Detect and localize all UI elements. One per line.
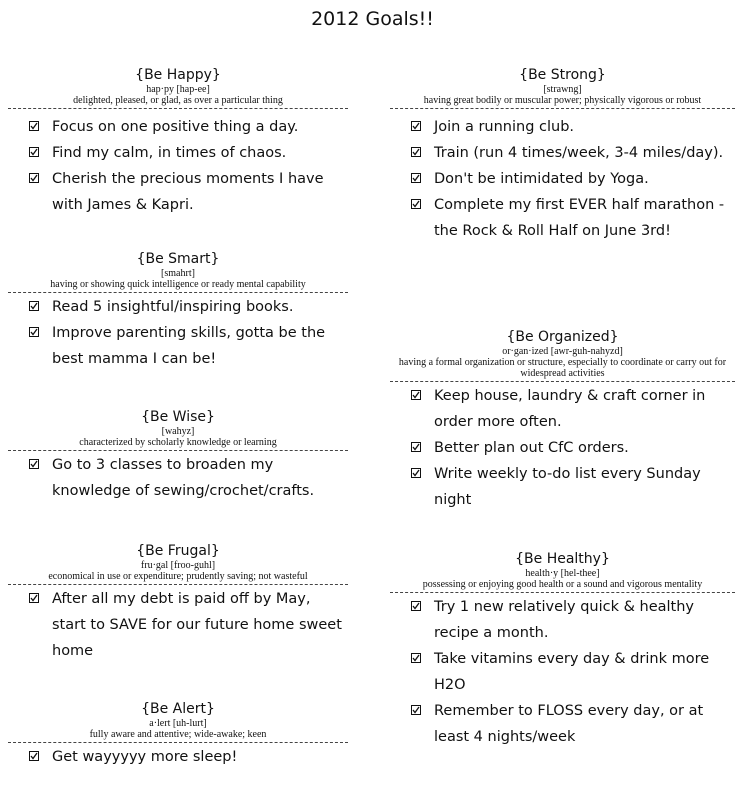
- goal-item: [390, 698, 735, 750]
- section-pronunciation: health·y [hel-thee]: [525, 568, 600, 579]
- checked-box-icon: [411, 199, 421, 209]
- checked-box-icon: [29, 593, 39, 603]
- goal-text: After all my debt is paid off by May, start to SAVE for our future home sweet home: [52, 591, 342, 659]
- section-be-wise: [8, 408, 348, 504]
- section-be-happy: [8, 66, 348, 218]
- goal-text: Complete my first EVER half marathon - the Rock & Roll Half on June 3rd!: [434, 197, 725, 239]
- section-header: [8, 700, 348, 740]
- section-header: [390, 66, 735, 106]
- goal-item: [390, 646, 735, 698]
- checked-box-icon: [411, 705, 421, 715]
- section-divider: [8, 108, 348, 109]
- goal-item: [390, 166, 735, 192]
- section-header: [8, 250, 348, 290]
- goal-text: Find my calm, in times of chaos.: [52, 145, 287, 161]
- checked-box-icon: [29, 327, 39, 337]
- checked-box-icon: [411, 121, 421, 131]
- section-pronunciation: or·gan·ized [awr-guh-nahyzd]: [502, 346, 623, 357]
- goal-text: Go to 3 classes to broaden my knowledge of sewing/crochet/crafts.: [52, 457, 315, 499]
- section-title: {Be Healthy}: [515, 551, 610, 567]
- goal-list: [390, 383, 735, 513]
- section-definition: economical in use or expenditure; prudently saving; not wasteful: [48, 571, 308, 582]
- section-divider: [8, 292, 348, 293]
- goal-item: [390, 140, 735, 166]
- goal-text: Don't be intimidated by Yoga.: [434, 171, 649, 187]
- section-divider: [8, 450, 348, 451]
- goal-item: [390, 435, 735, 461]
- goal-list: [8, 114, 348, 218]
- checked-box-icon: [411, 653, 421, 663]
- section-definition: delighted, pleased, or glad, as over a particular thing: [73, 95, 283, 106]
- goal-list: [390, 594, 735, 750]
- section-title: {Be Happy}: [135, 67, 221, 83]
- goal-item: [8, 320, 348, 372]
- checked-box-icon: [411, 468, 421, 478]
- goal-list: [8, 586, 348, 664]
- section-be-frugal: [8, 542, 348, 664]
- goal-text: Train (run 4 times/week, 3-4 miles/day).: [434, 145, 724, 161]
- section-be-smart: [8, 250, 348, 372]
- checked-box-icon: [411, 390, 421, 400]
- section-definition: characterized by scholarly knowledge or learning: [79, 437, 277, 448]
- checked-box-icon: [411, 442, 421, 452]
- section-header: [390, 550, 735, 590]
- goal-list: [8, 744, 348, 770]
- section-title: {Be Smart}: [136, 251, 220, 267]
- goal-text: Cherish the precious moments I have with James & Kapri.: [52, 171, 324, 213]
- checked-box-icon: [29, 121, 39, 131]
- goal-text: Take vitamins every day & drink more H2O: [434, 651, 710, 693]
- goal-list: [390, 114, 735, 244]
- section-divider: [390, 108, 735, 109]
- goal-item: [390, 461, 735, 513]
- section-title: {Be Wise}: [141, 409, 215, 425]
- goal-item: [8, 294, 348, 320]
- section-definition: possessing or enjoying good health or a sound and vigorous mentality: [422, 579, 703, 590]
- section-divider: [390, 381, 735, 382]
- section-be-organized: [390, 328, 735, 513]
- section-pronunciation: [strawng]: [543, 84, 582, 95]
- goal-text: Keep house, laundry & craft corner in order more often.: [434, 388, 706, 430]
- goal-text: Write weekly to-do list every Sunday night: [434, 466, 701, 508]
- checked-box-icon: [29, 147, 39, 157]
- goal-text: Read 5 insightful/inspiring books.: [52, 299, 294, 315]
- section-title: {Be Strong}: [519, 67, 606, 83]
- section-pronunciation: a·lert [uh-lurt]: [149, 718, 207, 729]
- checked-box-icon: [29, 173, 39, 183]
- section-be-alert: [8, 700, 348, 770]
- section-be-strong: [390, 66, 735, 244]
- page-title: 2012 Goals!!: [311, 8, 434, 30]
- checked-box-icon: [411, 147, 421, 157]
- section-pronunciation: fru·gal [froo-guhl]: [140, 560, 216, 571]
- goal-item: [390, 383, 735, 435]
- goal-text: Remember to FLOSS every day, or at least 4 nights/week: [434, 703, 704, 745]
- goal-text: Focus on one positive thing a day.: [52, 119, 299, 135]
- goal-item: [8, 586, 348, 664]
- goal-item: [8, 452, 348, 504]
- section-header: [8, 66, 348, 106]
- goal-item: [8, 166, 348, 218]
- section-definition: fully aware and attentive; wide-awake; keen: [89, 729, 267, 740]
- section-divider: [8, 742, 348, 743]
- section-pronunciation: [smahrt]: [161, 268, 195, 279]
- goal-list: [8, 452, 348, 504]
- section-be-healthy: [390, 550, 735, 750]
- section-title: {Be Organized}: [506, 329, 619, 345]
- section-title: {Be Frugal}: [136, 543, 220, 559]
- goal-text: Try 1 new relatively quick & healthy recipe a month.: [434, 599, 695, 641]
- goal-text: Join a running club.: [434, 119, 575, 135]
- goal-item: [8, 140, 348, 166]
- goal-item: [8, 744, 348, 770]
- section-header: [8, 408, 348, 448]
- goal-text: Get wayyyyy more sleep!: [52, 749, 238, 765]
- goal-item: [390, 114, 735, 140]
- section-definition: having great bodily or muscular power; physically vigorous or robust: [423, 95, 702, 106]
- goal-list: [8, 294, 348, 372]
- checked-box-icon: [29, 459, 39, 469]
- goal-item: [390, 192, 735, 244]
- section-divider: [390, 592, 735, 593]
- checked-box-icon: [29, 751, 39, 761]
- section-pronunciation: hap·py [hap-ee]: [146, 84, 210, 95]
- checked-box-icon: [29, 301, 39, 311]
- goal-item: [390, 594, 735, 646]
- goal-text: Improve parenting skills, gotta be the best mamma I can be!: [52, 325, 326, 367]
- checked-box-icon: [411, 601, 421, 611]
- section-title: {Be Alert}: [141, 701, 215, 717]
- section-definition: having or showing quick intelligence or ready mental capability: [50, 279, 306, 290]
- section-definition: having a formal organization or structure, especially to coordinate or carry out for widespread activities: [398, 357, 727, 379]
- section-divider: [8, 584, 348, 585]
- section-pronunciation: [wahyz]: [161, 426, 195, 437]
- section-header: [390, 328, 735, 379]
- goal-text: Better plan out CfC orders.: [434, 440, 629, 456]
- section-header: [8, 542, 348, 582]
- goal-item: [8, 114, 348, 140]
- checked-box-icon: [411, 173, 421, 183]
